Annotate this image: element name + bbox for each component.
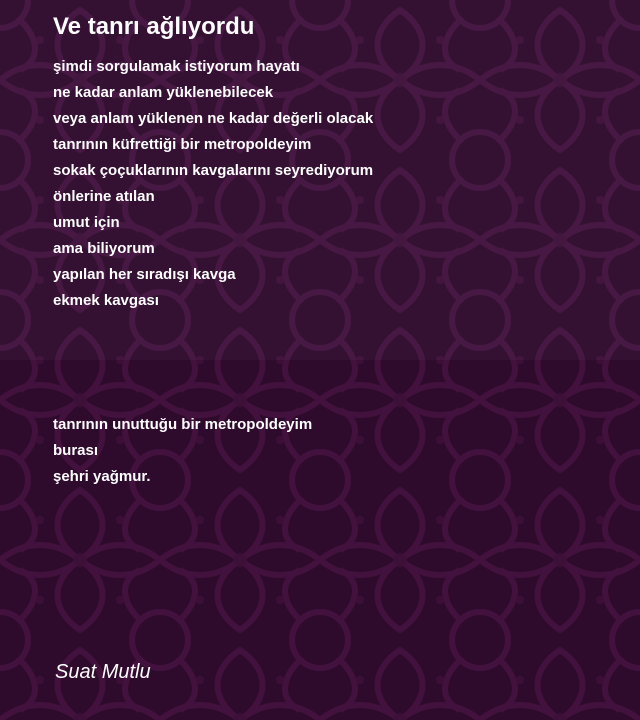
poem-stanza-2: [53, 412, 312, 490]
poem-line: tanrının unuttuğu bir metropoldeyim: [53, 416, 313, 433]
poem-line: ekmek kavgası: [53, 292, 159, 309]
poem-stanza-1: [53, 54, 373, 314]
poem-line: sokak çoçuklarının kavgalarını seyrediyorum: [53, 162, 374, 179]
poem-line: şehri yağmur.: [53, 468, 151, 485]
poem-author: Suat Mutlu: [55, 661, 151, 683]
poem-line: şimdi sorgulamak istiyorum hayatı: [53, 58, 300, 75]
poem-line: ama biliyorum: [53, 240, 155, 257]
poem-line: ne kadar anlam yüklenebilecek: [53, 84, 274, 101]
poem-line: tanrının küfrettiği bir metropoldeyim: [53, 136, 312, 153]
poem-title: Ve tanrı ağlıyordu: [53, 13, 255, 40]
poem-line: önlerine atılan: [53, 188, 155, 205]
poem-line: umut için: [53, 214, 120, 231]
poem-line: yapılan her sıradışı kavga: [53, 266, 236, 283]
poem-line: veya anlam yüklenen ne kadar değerli olacak: [53, 110, 374, 127]
poem-line: burası: [53, 442, 99, 459]
